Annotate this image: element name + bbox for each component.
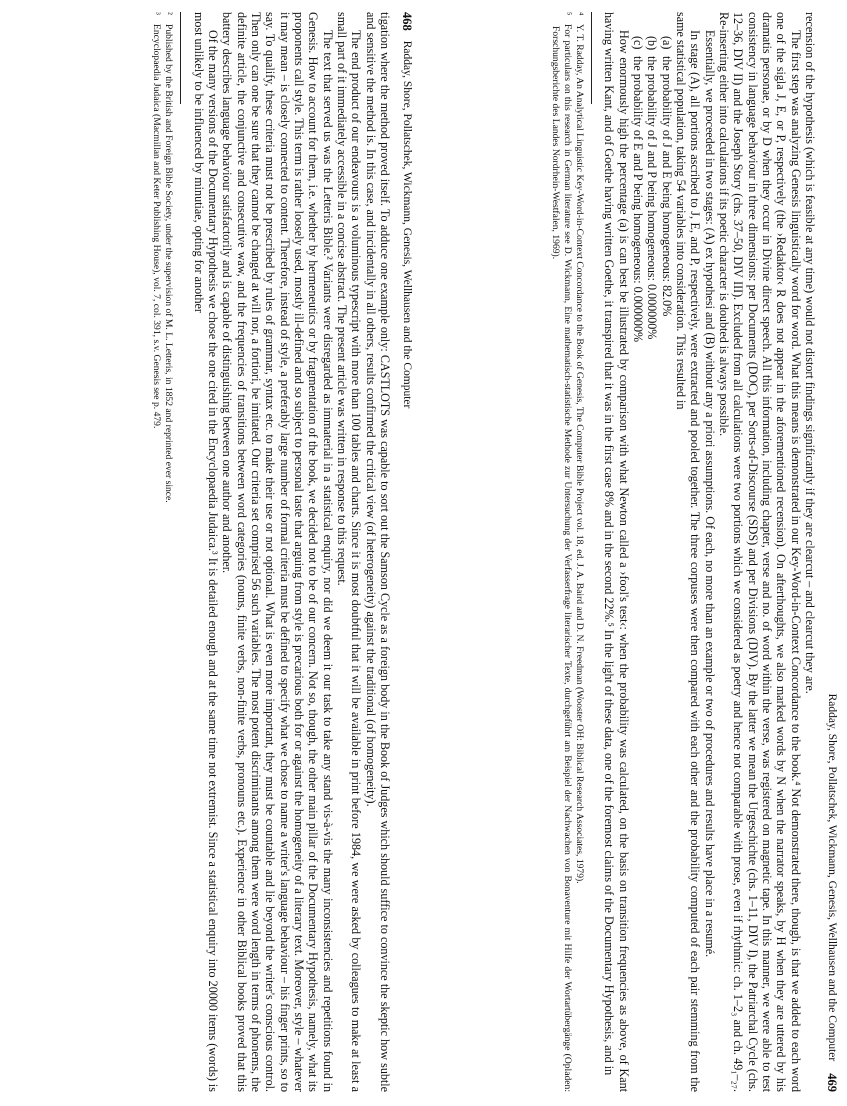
paragraph: The end product of our endeavours is a voluminous typescript with more than 100 tables and charts. Since it is most doubtful that it will be available in print before 1984, we were asked by colleagues to make at least a small part of it immediately accessible in a concise abstract. The present article was written in response to this request.: [334, 12, 364, 1092]
footnote-text: Published by the British and Foreign Bible Society, under the supervision of M. L. Letteris, in 1852 and reprinted ever since.: [163, 24, 175, 503]
list-marker: (c): [630, 36, 645, 50]
probability-list: [631, 12, 674, 1092]
list-marker: (b): [645, 36, 660, 51]
running-head-text: Radday, Shore, Pollatschek, Wickmann, Genesis, Wellhausen and the Computer: [401, 40, 413, 409]
page-number-468: 468: [400, 12, 414, 31]
body-text-468: [191, 12, 392, 1092]
footnote-text: For particulars on this research in German literature see D. Wickmann, Eine mathematisch-statistische Methode zur Untersuchung der Verfasserfrage literarischer Texte, durchgeführt am Beispiel der Nachwachen von Bonaventure mit Hilfe der Wortartübergänge (Opladen: Forschungsberichte des Landes Nordrhein-Westfalen, 1969).: [550, 24, 573, 1092]
footnote: [151, 12, 162, 1092]
paragraph: The first step was analyzing Genesis linguistically word for word. What this means is demonstrated in our Key-Word-in-Context Concordance to the book.⁴ Not demonstrated there, though, is that we added to each word one of the sigla J, E, or P, respectively (the ›Redaktor‹ R does not appear in the aforementioned recension). On afterthoughts, we also marked words by N when the narrator speaks, by H when they are uttered by his dramatis personae, or by D when they occur in Divine direct speech. All this information, including chapter, verse and no. of word within the verse, was registered on magnetic tape. In this manner, we were able to test consistency in language behaviour in three dimensions: per Documents (DOC), per Sorts-of-Discourse (SDS) and per Divisions (DIV). By the latter we mean the Urgeschichte (chs. 1–11, DIV I), the Patriarchal Cycle (chs. 12–36, DIV II) and the Joseph Story (chs. 37–50, DIV III). Excluded from all calculations were two portions which we considered as poetry and hence not comparable with prose, even if rhythmic: ch. 1–2₃ and ch. 49₁–₂₇. Re-inserting either into calculations if its poetic character is doubted is always possible.: [716, 12, 803, 1092]
footnote-number: ⁴: [573, 12, 585, 16]
running-head-468: [396, 12, 418, 1092]
page-468: [0, 0, 422, 1106]
paragraph: The text that served us was the Letteris Bible.² Variants were disregarded as immaterial in a statistical enquiry, nor did we deem it our task to take any stand vis-à-vis the many inconsistencies and repetitions found in Genesis. How to account for them, i.e. whether by hermeneutics or by fragmentation of the book, we decided not to be of our concern. Not so, though, the other main pillar of the Documentary Hypothesis, namely, what its proponents call style. This term is rather loosely used, mostly ill-defined and so subject to personal taste that arguing from style is precarious both for or against the homogeneity of a literary text. Moreover, style – whatever it may mean – is closely connected to content. Therefore, instead of style, a preferably large number of formal criteria must be defined to specify what we chose to name a writer's language behaviour – his finger prints, so to say. To qualify, these criteria must not be prescribed by rules of grammar, syntax etc. to make their use or not optional. What is even more important, they must be countable and lie beyond the writer's conscious control. Then only can one be sure that they cannot be changed at will nor, a fortiori, be imitated. Our criteria set comprised 56 such variables. The most potent discriminants among them were word length in terms of phonems, the definite article, the conjunctive and consecutive waw, and the frequencies of transitions between word categories (nouns, finite verbs, non-finite verbs, pronouns etc.). Experience in other Biblical books proved that this battery describes language behaviour satisfactorily and is capable of distinguishing between one author and another.: [220, 12, 335, 1092]
paragraph: In stage (A), all portions ascribed to J, E, and P, respectively, were extracted and pooled together. The three corpuses were then compared with each other and the probability computed of each pair stemming from the same statistical population, taking 54 variables into consideration. This resulted in: [673, 12, 703, 1092]
footnote-text: Encyclopaedia Judaica (Macmillan and Keter Publishing House), vol. 7, col. 391, s.v. Genesis see p. 479.: [150, 24, 162, 429]
list-item: [645, 36, 659, 1092]
footnote-number: ³: [150, 12, 162, 15]
footnotes-468: [151, 12, 175, 1092]
running-head-469: [821, 12, 843, 1092]
footnote-rule: [180, 12, 181, 104]
paragraph: tigation where the method proved itself. To adduce one example only: CASTLOTS was capable to sort out the Samson Cycle as a foreign body in the Book of Judges which should suffice to convince the skeptic how subtle and sensitive the method is. In this case, and incidentally in all others, results confirmed the critical view (of heterogeneity) against the traditional (of homogeneity).: [363, 12, 392, 1092]
footnote-text: Y. T. Radday, An Analytical Linguistic Key-Word-in-Context Concordance to the Book of Genesis, The Computer Bible Project vol. 18, ed. J. A. Baird and D. N. Freedman (Wooster OH: Biblical Research Associates, 1979).: [573, 24, 585, 884]
page-469: [422, 0, 847, 1106]
paragraph: Essentially, we proceeded in two stages: (A) ex hypothesi and (B) without any a priori assumptions. Of each, no more than an example or two of procedures and results have place in a resumé.: [702, 30, 717, 958]
list-item: [659, 36, 673, 1092]
footnote-rule: [591, 12, 592, 104]
list-text: the probability of E and P being homogeneous: 0.000000%: [630, 56, 645, 343]
footnote: [574, 12, 585, 1092]
body-text-469: [602, 12, 817, 1092]
footnotes-469: [550, 12, 585, 1092]
page-number-469: 469: [825, 1073, 839, 1092]
paragraph: recension of the hypothesis (which is feasible at any time) would not distort findings significantly if they are clearcut – and clearcut they are.: [803, 12, 817, 694]
footnote-number: ⁵: [561, 12, 573, 16]
list-text: the probability of J and P being homogeneous: 0.000000%: [645, 56, 660, 340]
running-head-text: Radday, Shore, Pollatschek, Wickmann, Genesis, Wellhausen and the Computer: [826, 693, 838, 1062]
list-item: [631, 36, 645, 1092]
list-text: the probability of J and E being homogeneous: 82.0%: [659, 56, 674, 317]
footnote: [550, 12, 573, 1092]
paragraph: How enormously high the percentage (a) is can best be illustrated by comparison with what Newton called a ›fool's test‹: when the probability was calculated, on the basis on transition frequencies as above, of Kant having written Kant, and of Goethe having written Goethe, it transpired that it was in the first case 8% and in the second 22%.⁵ In the light of these data, one of the foremost claims of the Documentary Hypothesis, and in: [602, 12, 631, 1092]
paragraph: Of the many versions of the Documentary Hypothesis we chose the one cited in the Encyclopaedia Judaica.³ It is detailed enough and at the same time not extremist. Since a statistical enquiry into 20000 items (words) is most unlikely to be influenced by minutiae, opting for another: [191, 12, 220, 1092]
footnote: [163, 12, 174, 1092]
list-marker: (a): [659, 36, 674, 50]
footnote-number: ²: [163, 12, 175, 15]
